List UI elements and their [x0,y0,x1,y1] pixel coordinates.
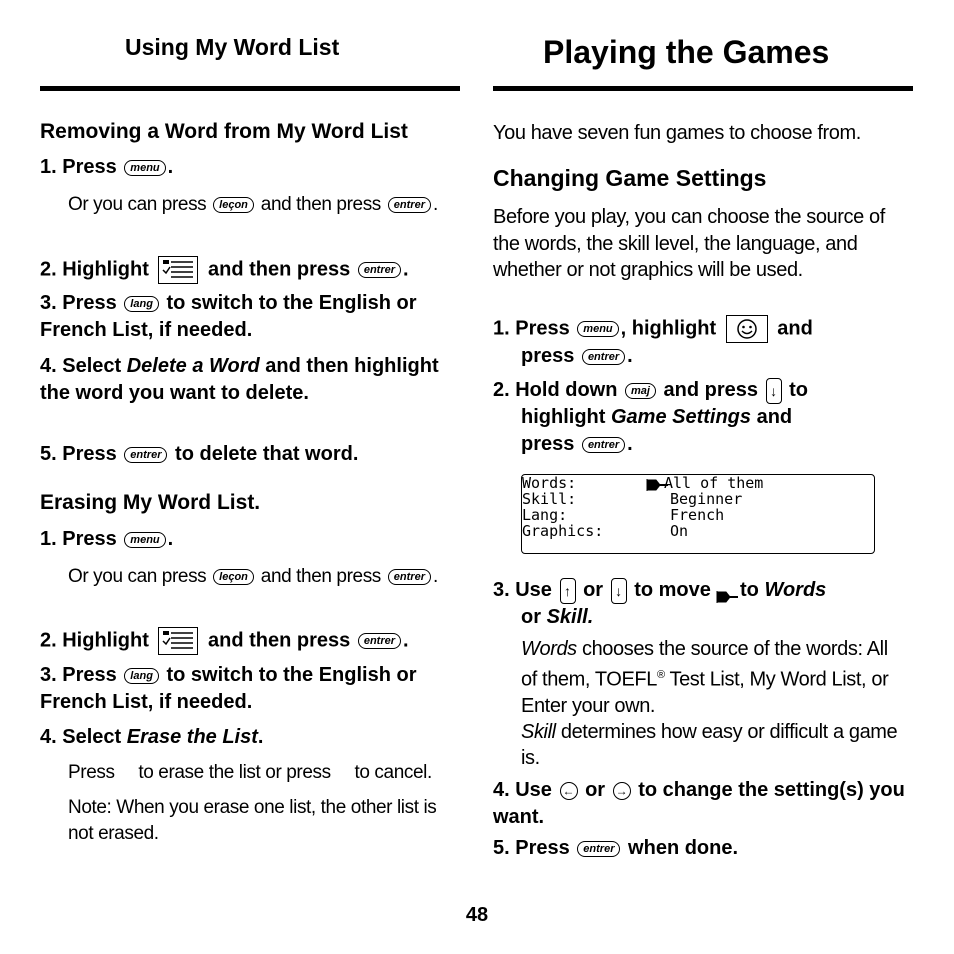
menu-key-icon: menu [577,321,618,337]
right-arrow-key-icon: → [613,782,631,800]
entrer-key-icon: entrer [388,197,431,213]
step-text: . [257,726,264,748]
left-header-rule [40,86,460,91]
menu-key-icon: menu [124,532,165,548]
right-header: Playing the Games [543,34,830,70]
erasing-step-1: 1. Press menu . [40,528,174,550]
lang-key-icon: lang [124,296,159,312]
step-text: and [756,406,793,428]
note-text: Or you can press [68,194,207,215]
entrer-key-icon: entrer [582,437,625,453]
settings-step-4 [493,777,913,831]
step-text: 4. Select [40,355,122,377]
skill-emphasis: Skill [521,721,556,743]
removing-step-3 [40,290,460,344]
step-text: 2. Highlight [40,629,149,652]
step-text: 1. Press [40,156,117,178]
step-text: or [583,579,604,601]
note-text: and then press [260,566,381,587]
screen-value: All of them [664,474,764,492]
step-text: to switch to the English or French List, if needed. [40,292,417,341]
step-text: highlight [521,406,606,428]
step-emphasis: Words [764,579,827,601]
removing-step-4 [40,353,440,407]
removing-step-1: 1. Press menu . [40,156,174,178]
entrer-key-icon: entrer [582,349,625,365]
screen-label: Skill: [522,490,577,508]
words-text: chooses the source of the words: All of them, TOEFL [521,638,888,691]
screen-value: On [670,522,689,540]
screen-row-lang [522,507,724,523]
menu-key-icon: menu [124,160,165,176]
maj-key-icon: maj [625,383,656,399]
step-text: and then highlight the word you want to delete. [40,355,439,404]
section-title-removing: Removing a Word from My Word List [40,120,408,143]
step-text: to switch to the English or French List, if needed. [40,664,417,713]
settings-step-1: 1. Press menu , highlight and press entrer . [493,315,913,370]
left-header: Using My Word List [125,34,340,60]
words-description [521,636,901,719]
lecon-key-icon: leçon [213,197,254,213]
step-text: to move [634,579,711,601]
entrer-key-icon: entrer [358,633,401,649]
step-emphasis: Skill. [546,606,594,628]
note-text: and then press [260,194,381,215]
registered-mark: ® [656,669,665,681]
flag-pointer-icon [716,585,734,597]
words-emphasis: Words [521,638,577,660]
step-text: and press [663,379,759,401]
removing-step-5 [40,441,358,468]
settings-step-5 [493,835,738,862]
word-list-icon [158,256,198,284]
erasing-footnote: Note: When you erase one list, the other list is not erased. [68,797,437,844]
step-text: , highlight [620,317,717,340]
settings-paragraph: Before you play, you can choose the source of the words, the skill level, the language, and whether or not graphics will be used. [493,206,885,281]
device-screen [521,474,875,554]
smiley-games-icon [726,315,768,343]
screen-row-words [522,475,763,491]
step-text: to delete that word. [175,443,359,465]
page-number: 48 [465,904,489,926]
entrer-key-icon: entrer [577,841,620,857]
step-text: 4. Use [493,779,552,801]
note-text: to cancel. [354,762,432,783]
entrer-key-icon: entrer [358,262,401,278]
note-text: Press [68,762,115,783]
erasing-press-note [68,760,432,786]
removing-step-1-note: Or you can press leçon and then press entrer . [68,194,438,215]
step-text: 3. Press [40,292,117,314]
down-arrow-key-icon: ↓ [611,578,627,604]
step-text: 4. Select [40,726,122,748]
step-text: to change the setting(s) you want. [493,779,905,828]
down-arrow-key-icon: ↓ [766,378,782,404]
erasing-step-3 [40,662,460,716]
erasing-step-1-note: Or you can press leçon and then press entrer . [68,566,438,587]
section-title-changing-settings: Changing Game Settings [493,165,767,191]
skill-description [521,719,901,771]
up-arrow-key-icon: ↑ [560,578,576,604]
step-emphasis: Game Settings [610,406,752,428]
screen-row-graphics [522,523,688,539]
note-text: to erase the list or press [138,762,331,783]
skill-text: determines how easy or difficult a game is. [521,721,898,769]
step-text: 3. Press [40,664,117,686]
screen-label: Lang: [522,506,568,524]
screen-value: Beginner [670,490,743,508]
step-text: when done. [628,837,739,859]
entrer-key-icon: entrer [124,447,167,463]
word-list-icon [158,627,198,655]
step-text: or [585,779,606,801]
step-text: 2. Highlight [40,258,149,281]
lecon-key-icon: leçon [213,569,254,585]
step-text: and then press [208,629,351,652]
step-text: press [521,345,575,367]
games-intro: You have seven fun games to choose from. [493,122,861,144]
step-text: 5. Press [40,443,117,465]
step-text: and then press [208,258,351,281]
step-text: 1. Press [493,317,570,340]
lang-key-icon: lang [124,668,159,684]
erasing-step-4 [40,724,263,751]
step-emphasis: Erase the List [126,726,258,748]
settings-step-2: 2. Hold down maj and press ↓ to highlight Game Settings and press entrer . [493,379,809,455]
step-text: or [521,606,541,628]
settings-step-3 [493,577,913,631]
erasing-step-2: 2. Highlight and then press entrer . [40,627,409,655]
step-text: 5. Press [493,837,570,859]
screen-label: Graphics: [522,522,604,540]
screen-label: Words: [522,474,577,492]
screen-row-skill [522,491,742,507]
left-arrow-key-icon: ← [560,782,578,800]
step-text: to [789,379,809,401]
words-text: Test List, My Word List, or Enter your own. [521,668,889,717]
step-text: and [777,317,813,340]
screen-value: French [670,506,725,524]
step-emphasis: Delete a Word [126,355,260,377]
section-title-erasing: Erasing My Word List. [40,491,261,514]
step-text: 2. Hold down [493,379,618,401]
step-text: press [521,433,575,455]
note-text: Or you can press [68,566,207,587]
step-text: to [740,579,759,601]
removing-step-2: 2. Highlight and then press entrer . [40,256,409,284]
right-header-rule [493,86,913,91]
flag-pointer-icon [646,478,664,490]
step-text: 1. Press [40,528,117,550]
entrer-key-icon: entrer [388,569,431,585]
step-text: 3. Use [493,579,552,601]
